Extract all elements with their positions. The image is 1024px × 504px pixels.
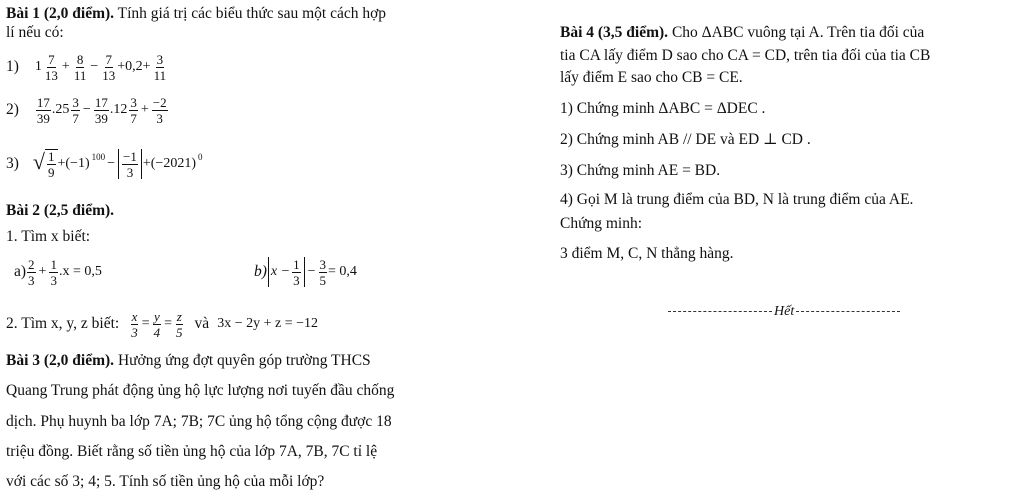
absolute-value: x − $\frac{1}{3}$ bbox=[268, 257, 305, 287]
bai4-heading: Bài 4 (3,5 điểm). bbox=[560, 24, 669, 41]
bai4-line-2: tia CA lấy điểm D sao cho CA = CD, trên tia đối của tia CB bbox=[560, 47, 931, 64]
bai1-intro: Tính giá trị các biểu thức sau một cách hợp bbox=[114, 5, 387, 22]
problem-1-expression: 1 7 13 + $\frac{8}{11}$ − $\frac{7}{13}$ +0,2+ $\frac{3}{11}$ bbox=[34, 51, 167, 83]
question-2-text: 2. Tìm x, y, z biết: bbox=[6, 315, 120, 332]
exponent: 100 bbox=[91, 152, 106, 162]
bai4-item-4: 4) Gọi M là trung điểm của BD, N là trung điểm của AE. bbox=[560, 191, 914, 208]
fraction: 1 9 bbox=[48, 149, 55, 180]
bai3-line-5: với các số 3; 4; 5. Tính số tiền ủng hộ của mỗi lớp? bbox=[6, 473, 325, 490]
bai2-part-b bbox=[254, 253, 358, 291]
part-b-label: b) bbox=[254, 263, 267, 280]
fraction: $\frac{8}{11}$ bbox=[73, 51, 87, 83]
fraction: $\frac{x}{3}$ bbox=[131, 308, 138, 340]
bai1-intro-line2: lí nếu có: bbox=[6, 24, 64, 41]
bai4-line-3: lấy điểm E sao cho CB = CE. bbox=[560, 69, 743, 86]
fraction: −1 3 bbox=[123, 148, 137, 180]
bai2-question-2: 2. Tìm x, y, z biết: $\frac{x}{3}$ = $\frac{y}{4}$ = $\frac{z}{5}$ và 3x − 2y + z = −12 bbox=[6, 308, 318, 340]
problem-3-expression: √ 1 9 +(−1) 100 − −1 3 +(−2021) 0 bbox=[32, 148, 203, 180]
fraction: 7 13 bbox=[44, 51, 58, 83]
end-text: Hết bbox=[774, 304, 795, 319]
fraction: $\frac{7}{13}$ bbox=[102, 51, 116, 83]
fraction: $\frac{1}{3}$ bbox=[293, 256, 300, 288]
fraction: $\frac{1}{3}$ bbox=[50, 256, 57, 288]
bai4-item-4-prove: Chứng minh: bbox=[560, 215, 643, 232]
part-a-label: a) bbox=[14, 263, 27, 280]
bai2-part-a bbox=[14, 253, 103, 291]
part-a-equation: 2 3 + $\frac{1}{3}$ .x = 0,5 bbox=[28, 256, 102, 288]
bai1-problem-3 bbox=[6, 146, 203, 182]
ratio-expression: $\frac{x}{3}$ = $\frac{y}{4}$ = $\frac{z}{5}$ bbox=[131, 308, 183, 340]
problem-1-number: 1) bbox=[6, 58, 19, 75]
bai1-title-line bbox=[6, 4, 386, 24]
decimal-term: +0,2+ bbox=[117, 59, 151, 74]
bai4-item-2: 2) Chứng minh AB // DE và ED ⊥ CD . bbox=[560, 131, 811, 148]
bai3-line-3: dịch. Phụ huynh ba lớp 7A; 7B; 7C ủng hộ tổng cộng được 18 bbox=[6, 413, 392, 430]
square-root: √ 1 9 bbox=[33, 149, 58, 179]
linear-condition: 3x − 2y + z = −12 bbox=[217, 316, 318, 331]
fraction: 3 7 bbox=[72, 94, 79, 126]
bai4-item-3: 3) Chứng minh AE = BD. bbox=[560, 162, 721, 179]
mixed-integer: 1 bbox=[34, 59, 42, 74]
bai4-line-1: Bài 4 (3,5 điểm). Cho ΔABC vuông tại A. Trên tia đối của bbox=[560, 24, 925, 41]
bai2-heading: Bài 2 (2,5 điểm). bbox=[6, 202, 115, 219]
problem-2-expression: 17 39 .25 3 7 − $\frac{17}{39}$ .12 3 7 + $\frac{-2}{3}$ bbox=[36, 94, 167, 126]
bai1-problem-1 bbox=[6, 49, 168, 85]
fraction: $\frac{z}{5}$ bbox=[176, 308, 183, 340]
fraction: 2 3 bbox=[28, 256, 35, 288]
bai3-line-2: Quang Trung phát động ủng hộ lực lượng nơi tuyến đầu chống bbox=[6, 382, 395, 399]
fraction: 3 7 bbox=[130, 94, 137, 126]
problem-3-number: 3) bbox=[6, 155, 19, 172]
exponent: 0 bbox=[198, 152, 203, 162]
fraction: 17 39 bbox=[36, 94, 50, 126]
fraction: $\frac{3}{11}$ bbox=[153, 51, 167, 83]
bai3-line-1: Bài 3 (2,0 điểm). Hưởng ứng đợt quyên góp trường THCS bbox=[6, 352, 371, 369]
bai3-heading: Bài 3 (2,0 điểm). bbox=[6, 352, 115, 369]
part-b-equation: x − $\frac{1}{3}$ − $\frac{3}{5}$ = 0,4 bbox=[267, 257, 358, 287]
fraction: $\frac{-2}{3}$ bbox=[152, 94, 167, 126]
bai1-heading: Bài 1 (2,0 điểm). bbox=[6, 5, 115, 22]
fraction: $\frac{3}{5}$ bbox=[319, 256, 326, 288]
bai2-question-1: 1. Tìm x biết: bbox=[6, 228, 91, 245]
problem-2-number: 2) bbox=[6, 101, 19, 118]
bai3-line-4: triệu đồng. Biết rằng số tiền ủng hộ của lớp 7A, 7B, 7C tỉ lệ bbox=[6, 443, 378, 460]
bai4-item-4-statement: 3 điểm M, C, N thẳng hàng. bbox=[560, 245, 734, 262]
bai1-problem-2 bbox=[6, 92, 169, 128]
fraction: $\frac{17}{39}$ bbox=[94, 94, 108, 126]
absolute-value bbox=[118, 149, 142, 179]
end-marker bbox=[666, 302, 902, 322]
bai4-item-1: 1) Chứng minh ΔABC = ΔDEC . bbox=[560, 100, 766, 117]
fraction: $\frac{y}{4}$ bbox=[153, 308, 161, 340]
